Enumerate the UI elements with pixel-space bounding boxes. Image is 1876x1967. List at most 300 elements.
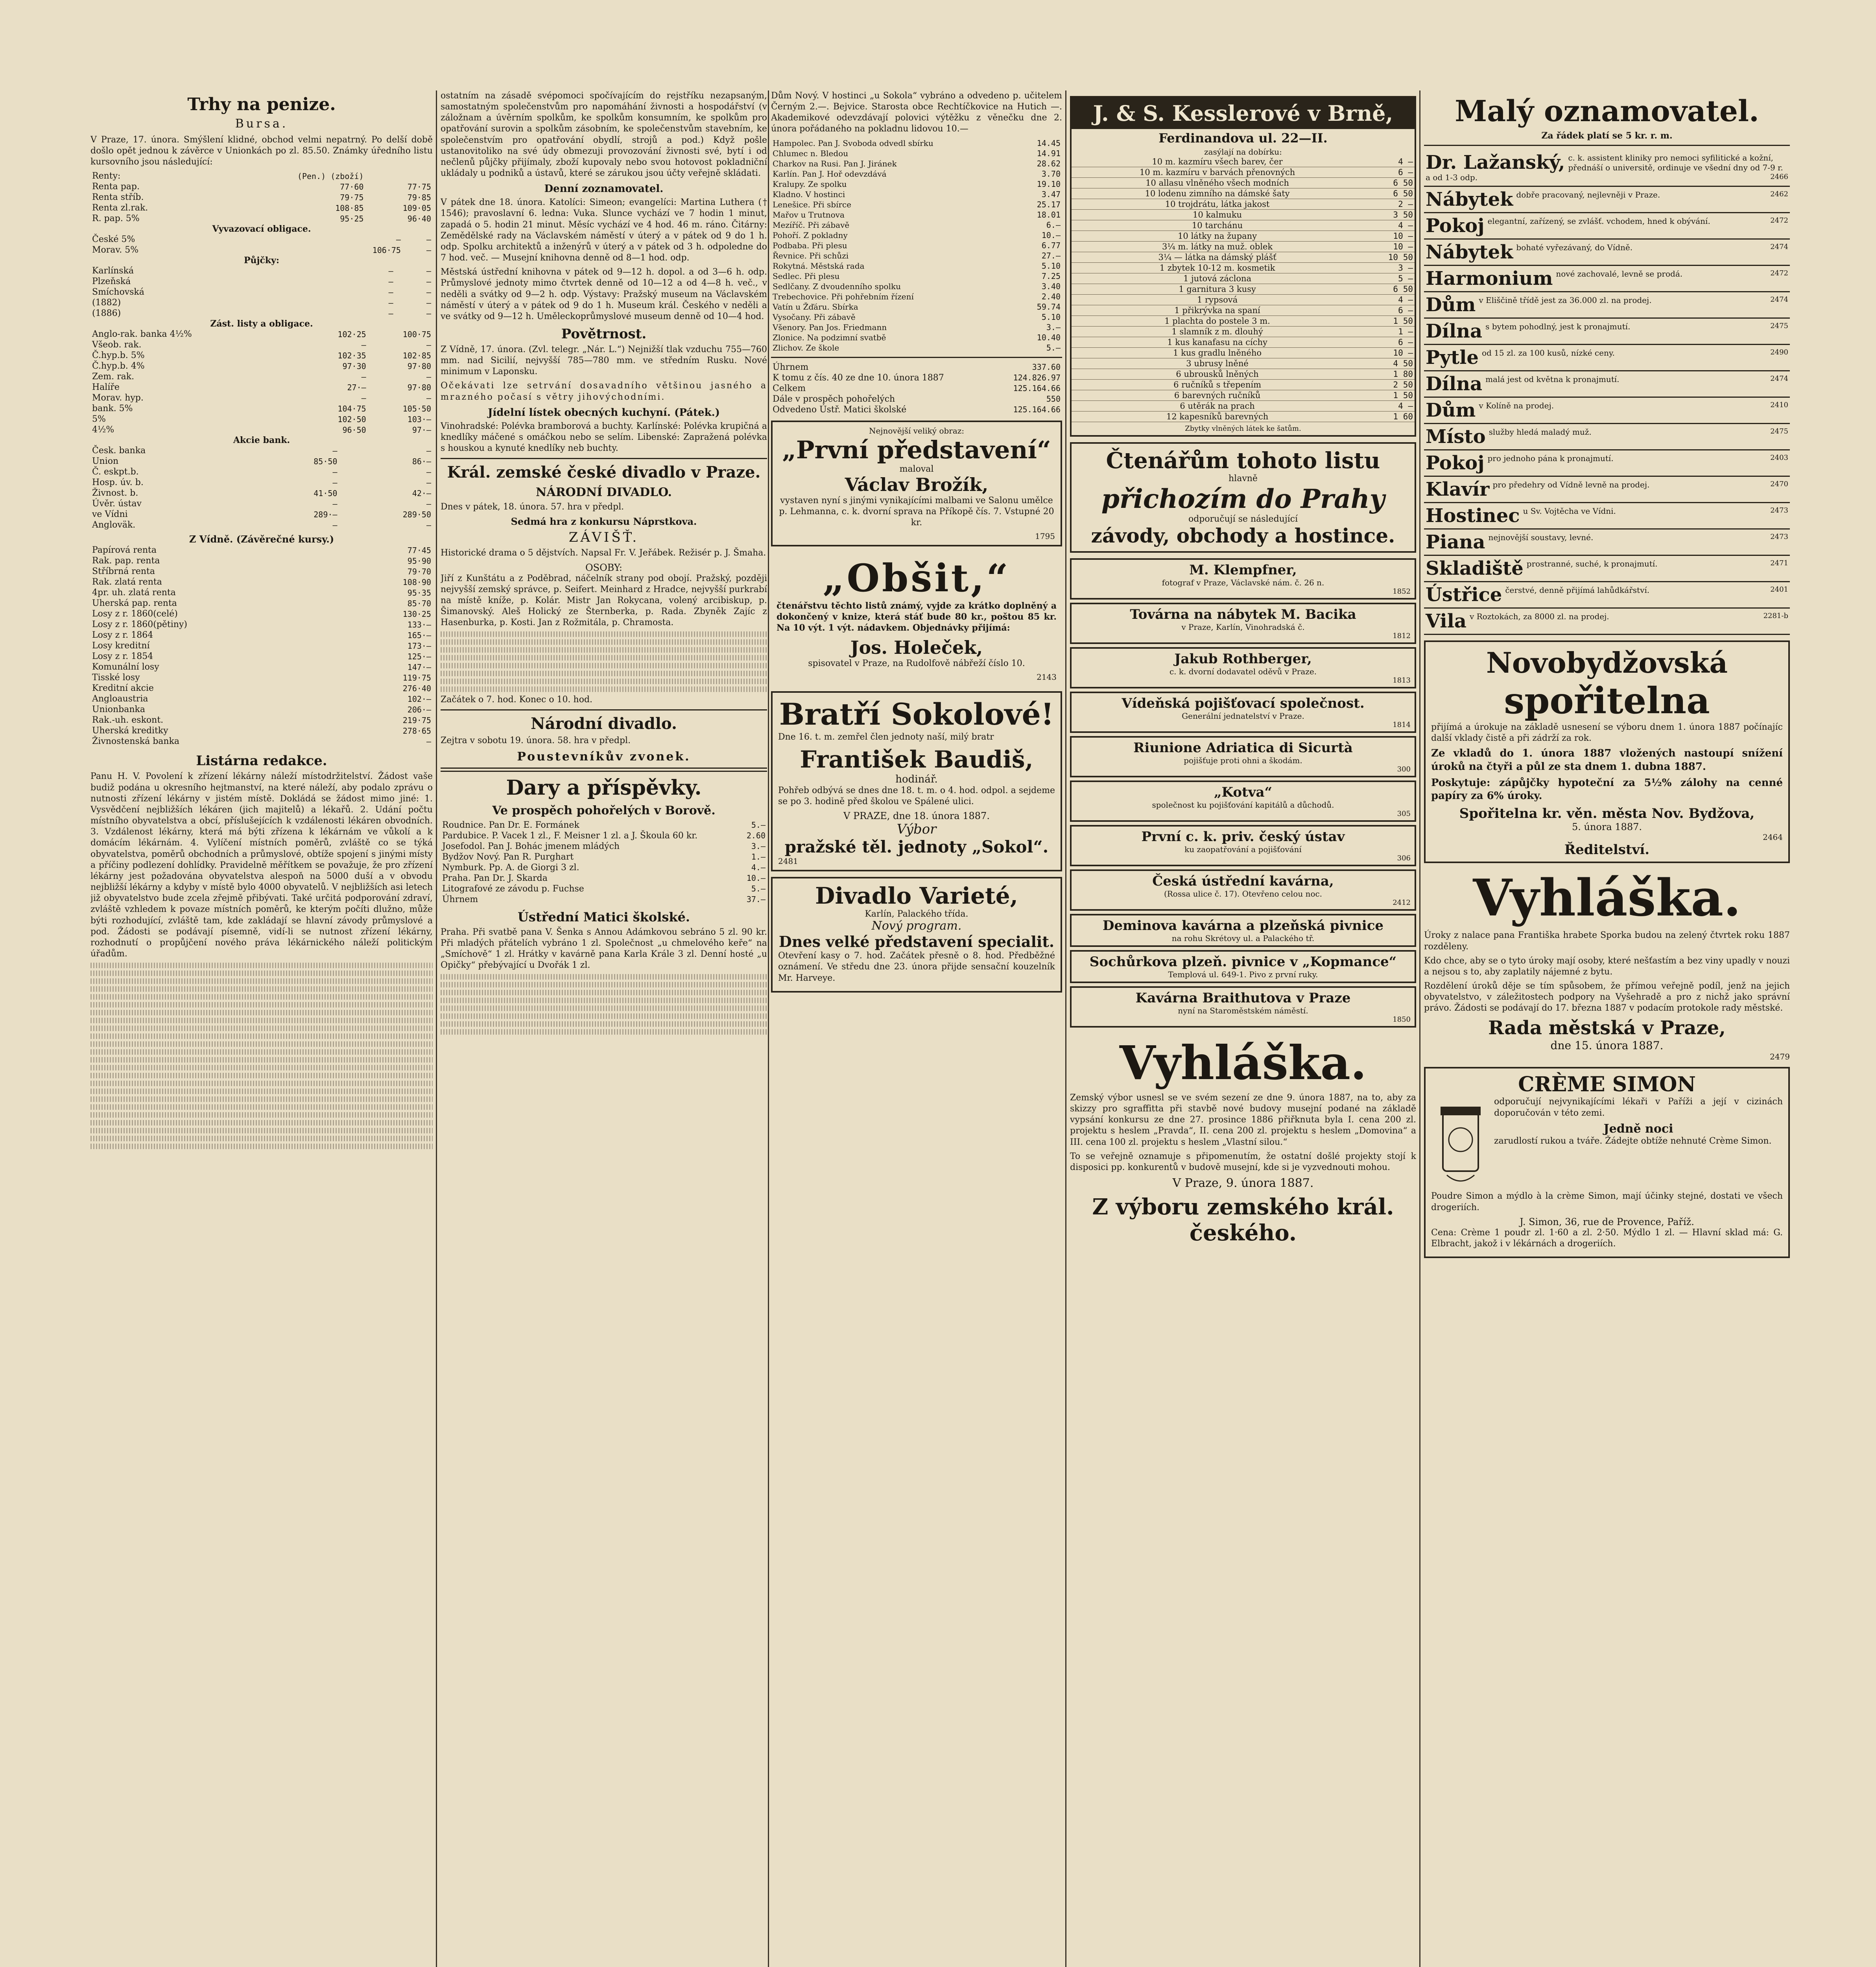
- classified-keyword: Nábytek: [1426, 188, 1513, 210]
- table-row: [90, 297, 433, 308]
- notice-text: Panu H. V. Povolení k zřízení lékárny náleží místodržitelství. Žádost vaše budiž podána u okresního hejtmanství, na které náleží, aby podalo zprávu o nutnosti zřízení lékárny v jistém místě. Dokládá se žádost mimo jiné: 1. Vysvědčení nejbližších lékáren (jich majitelů) a lékařů. 2. Udání počtu místního obyvatelstva a obcí, příslušejících k vzdálenosti lékáren obvodních. 3. Vzdálenost lékárny, která má býti zřízena k lékárnám ve vůkolí a k domácím lékárnám. 4. Vylíčení místních poměrů, zvláště co se týká obyvatelstva, poměrů obchodních a průmyslové, obtíže spojení s jinými místy a příčiny podlezení dohlídky. Pravidelně měřítkem se považuje, že pro zřízení lékárny jest požadována obyvatelstva alespoň na 5000 duší a v obvodu nejbližší lékárny a kdyby v místě bylo 4000 obyvatelů. V nejbližších asi letech již obyvatelstvo bude zcela zřejmě přibývati. Také určitá podporování zdraví, zvláště vzhledem k povaze místních poměrů, ke kterým počíti dlužno, může býti rozhodující, zvláště tam, kde zakládají se hlavní závody průmyslové a pod. Žádosti se podávají písemně, vidí-li se nutnost zřízení lékárny, rozhodnutí o propůjčení nového práva lékárnického náleží politickým úřadům.: [90, 771, 433, 959]
- table-cell: Vysočany. Při zábavě: [773, 312, 856, 322]
- classified-keyword: Klavír: [1426, 478, 1490, 500]
- table-row: [771, 159, 1062, 169]
- table-row: [90, 683, 433, 694]
- table-cell: 10 m. kazmíru všech barev, čer: [1072, 157, 1363, 167]
- table-row: [771, 271, 1062, 281]
- table-cell: Č.hyp.b. 4%: [92, 361, 145, 371]
- business-desc: nyní na Staroměstském náměstí.: [1178, 1006, 1308, 1015]
- table-row: [90, 287, 433, 297]
- classified-ad: [1424, 424, 1790, 450]
- table-row: [1072, 242, 1415, 252]
- table-row: [90, 715, 433, 725]
- table-row: [90, 545, 433, 555]
- table-row: [90, 350, 433, 361]
- zast-head: Zást. listy a obligace.: [210, 319, 313, 329]
- classified-text: elegantní, zařízený, se zvlášť. vchodem, hned k obývání.: [1487, 216, 1710, 226]
- table-cell: 289·50: [402, 509, 431, 519]
- ad-variete-text: Otevření kasy o 7. hod. Začátek přesně o 8. hod. Předběžné oznámení. Ve středu dne 23. února přijde sensační kouzelník Mr. Harveye.: [778, 951, 1055, 983]
- classified-ad: [1424, 371, 1790, 398]
- table-cell: Živnost. b.: [92, 488, 138, 498]
- table-cell: Losy z r. 1860(celé): [92, 609, 178, 619]
- table-row: [90, 276, 433, 287]
- classified-text: služby hledá maladý muž.: [1489, 427, 1592, 437]
- jar-illustration-icon: [1431, 1096, 1490, 1191]
- table-row: [771, 383, 1062, 394]
- table-cell: 3 —: [1363, 263, 1415, 273]
- table-row: [90, 609, 433, 619]
- table-cell: Losy z r. 1864: [92, 630, 153, 640]
- table-row: [771, 210, 1062, 220]
- table-cell: 104·75: [338, 404, 366, 413]
- table-row: [771, 322, 1062, 332]
- table-cell: —: [361, 340, 366, 350]
- table-cell: —: [426, 287, 431, 297]
- table-cell: 27.—: [1041, 251, 1061, 260]
- classified-keyword: Skladiště: [1426, 557, 1524, 579]
- table-cell: 206·—: [407, 705, 431, 714]
- classified-ad: [1424, 319, 1790, 345]
- table-row: [771, 148, 1062, 159]
- table-row: [90, 340, 433, 350]
- table-row: [90, 308, 433, 319]
- table-cell: 102·50: [338, 414, 366, 424]
- classified-ad: [1424, 398, 1790, 424]
- business-desc: fotograf v Praze, Václavské nám. č. 26 n.: [1162, 578, 1324, 587]
- table-cell: 95·25: [340, 214, 364, 223]
- classified-text: pro předehry od Vídně levně na prodej.: [1492, 480, 1650, 489]
- classified-text: v Roztokách, za 8000 zl. na prodej.: [1469, 612, 1609, 621]
- classified-no: 2281-b: [1763, 612, 1788, 620]
- table-cell: Mezíříč. Při zábavě: [773, 220, 850, 230]
- business-name: Česká ústřední kavárna,: [1152, 873, 1334, 889]
- business-desc: Templová ul. 649-1. Pivo z první ruky.: [1168, 970, 1318, 979]
- table-row: [90, 736, 433, 747]
- table-cell: 10 lodenu zimního na dámské šaty: [1072, 188, 1363, 199]
- loans-head: Půjčky:: [243, 255, 280, 266]
- table-cell: Úhrnem: [773, 362, 809, 372]
- vyh-text-3: Rozdělení úroků děje se tím spůsobem, že přímou veřejně podíl, jenž na jejich obyvatelstvo, v záležitostech podpory na Vyšehradě a pro z nichž jako správní právo. Žádosti se podávají do 17. března 1887 v podacím protokole rady městské.: [1424, 981, 1790, 1013]
- table-cell: Angloaustria: [92, 694, 148, 704]
- business-no: 305: [1397, 810, 1411, 818]
- table-cell: Halíře: [92, 382, 120, 393]
- theatre-sub: NÁRODNÍ DIVADLO.: [536, 485, 672, 500]
- table-cell: 4 —: [1363, 157, 1415, 167]
- business-desc: (Rossa ulice č. 17). Otevřeno celou noc.: [1164, 889, 1323, 899]
- table-cell: —: [396, 234, 401, 244]
- table-cell: 97·80: [407, 361, 431, 371]
- ad-baudis-trade: hodinář.: [895, 773, 938, 785]
- table-cell: 6 —: [1363, 305, 1415, 316]
- table-row: [1072, 411, 1415, 422]
- classified-keyword: Vila: [1426, 610, 1466, 632]
- table-row: [90, 424, 433, 435]
- classified-ad: [1424, 266, 1790, 292]
- classified-ad: [1424, 582, 1790, 609]
- table-row: [771, 251, 1062, 261]
- business-desc: společnost ku pojišťování kapitálů a důchodů.: [1152, 800, 1334, 810]
- classified-text: nové zachovalé, levně se prodá.: [1556, 269, 1683, 279]
- table-cell: 97·80: [407, 382, 431, 392]
- akcie-head: Akcie bank.: [233, 435, 290, 446]
- classified-no: 2472: [1770, 269, 1788, 277]
- table-row: [441, 884, 767, 894]
- notice-head: Listárna redakce.: [196, 753, 327, 769]
- ad-kessler-title: J. & S. Kesslerové v Brně,: [1072, 98, 1415, 129]
- ad-painting-author: Václav Brožík,: [845, 474, 989, 495]
- table-row: [1072, 220, 1415, 231]
- table-row: [1072, 273, 1415, 284]
- table-cell: 1 plachta do postele 3 m.: [1072, 316, 1363, 327]
- collections-table: [771, 138, 1062, 353]
- table-row: [90, 245, 433, 255]
- table-cell: 6 utěrák na prach: [1072, 401, 1363, 411]
- business-listing: [1070, 986, 1416, 1028]
- weather-text: Z Vídně, 17. února. (Zvl. telegr. „Nár. L.“) Nejnižší tlak vzduchu 755—760 mm. nad Sicilií, nejvyšší 785—780 mm. ve středním Rusku. Nové minimum v Laponsku.: [441, 344, 767, 377]
- table-cell: 1 50: [1363, 390, 1415, 401]
- theatre-event: Sedmá hra z konkursu Náprstkova.: [511, 516, 697, 528]
- weather-forecast: Očekávati lze setrvání dosavadního většinou jasného a mrazného počasí s větry jihovýchodními.: [441, 381, 767, 402]
- table-row: [1072, 358, 1415, 369]
- business-name: Továrna na nábytek M. Bacika: [1130, 607, 1356, 622]
- classified-text: dobře pracovaný, nejlevněji v Praze.: [1516, 190, 1660, 199]
- classified-no: 2410: [1770, 401, 1788, 409]
- ad-vybor-no: 2481: [778, 856, 798, 866]
- table-cell: Pohoří. Z pokladny: [773, 230, 848, 240]
- classified-text: u Sv. Vojtěcha ve Vídni.: [1523, 506, 1616, 516]
- table-row: [90, 651, 433, 662]
- table-row: [1072, 305, 1415, 316]
- ad-creme-simon: [1424, 1067, 1790, 1258]
- table-row: [1072, 401, 1415, 411]
- table-cell: 4 —: [1363, 401, 1415, 411]
- table-cell: Celkem: [773, 383, 806, 393]
- table-cell: 1 —: [1363, 327, 1415, 337]
- table-cell: Nymburk. Pp. A. de Giorgi 3 zl.: [442, 862, 579, 873]
- table-cell: 25.17: [1037, 199, 1061, 209]
- creme-text-2: zarudlostí rukou a tváře. Žádejte obtíže nehnuté Crème Simon.: [1494, 1136, 1772, 1146]
- small-ads-sub: Za řádek platí se 5 kr. r. m.: [1541, 131, 1673, 141]
- table-cell: Rak.-uh. eskont.: [92, 715, 164, 725]
- ad-readers-line: odporučují se následující: [1188, 514, 1298, 524]
- column-news: [441, 90, 767, 1967]
- table-cell: 3.70: [1041, 169, 1061, 179]
- business-name: Kavárna Braithutova v Praze: [1135, 990, 1351, 1006]
- table-cell: 10 —: [1363, 242, 1415, 252]
- table-cell: Úhrnem: [442, 894, 478, 904]
- vyh-sign: Rada městská v Praze,: [1488, 1017, 1726, 1039]
- table-cell: 12 kapesníků barevných: [1072, 411, 1363, 422]
- business-listing: [1070, 558, 1416, 600]
- business-name: Riunione Adriatica di Sicurtà: [1133, 740, 1353, 756]
- oblig-table: [90, 234, 433, 255]
- table-cell: 4pr. uh. zlatá renta: [92, 588, 176, 598]
- table-row: [441, 830, 767, 841]
- table-cell: 42·—: [412, 488, 431, 498]
- table-header: Renty:: [92, 171, 121, 181]
- business-no: 306: [1397, 854, 1411, 862]
- table-cell: 5.10: [1041, 312, 1061, 322]
- vyh-no: 2479: [1770, 1052, 1790, 1062]
- table-cell: —: [426, 245, 431, 255]
- table-cell: 6 —: [1363, 167, 1415, 178]
- table-row: [1072, 337, 1415, 348]
- menu-text: Vinohradské: Polévka bramborová a buchty. Karlínské: Polévka krupičná a knedlíky máčené s omáčkou nebo se selím. Libenské: Zapražená polévka s houskou a kynuté knedlíky neb buchty.: [441, 421, 767, 454]
- table-cell: 3¼ m. látky na muž. oblek: [1072, 242, 1363, 252]
- table-cell: 1 80: [1363, 369, 1415, 380]
- classified-no: 2473: [1770, 506, 1788, 515]
- table-cell: 6 barevných ručníků: [1072, 390, 1363, 401]
- classified-no: 2462: [1770, 190, 1788, 198]
- table-row: [771, 199, 1062, 210]
- classified-keyword: Pokoj: [1426, 215, 1485, 237]
- theatre-head: Král. zemské české divadlo v Praze.: [447, 463, 761, 482]
- ad-readers-title: Čtenářům tohoto listu: [1106, 448, 1380, 474]
- table-row: [771, 312, 1062, 322]
- table-cell: 108·85: [335, 203, 364, 213]
- vyhlaska-sign: V Praze, 9. února 1887.: [1172, 1176, 1314, 1190]
- table-cell: 147·—: [407, 662, 431, 672]
- table-cell: —: [332, 520, 338, 530]
- classified-no: 2403: [1770, 454, 1788, 462]
- ad-kessler-foot: Zbytky vlněných látek ke šatům.: [1185, 424, 1301, 433]
- classified-ad: [1424, 530, 1790, 556]
- vyhlaska-foot: Z výboru zemského král. českého.: [1092, 1194, 1394, 1246]
- classified-ad: [1424, 292, 1790, 319]
- table-cell: 10 —: [1363, 231, 1415, 242]
- business-desc: Generální jednatelství v Praze.: [1182, 711, 1304, 721]
- table-row: [90, 234, 433, 245]
- table-row: [1072, 390, 1415, 401]
- table-cell: 5.—: [1046, 343, 1061, 352]
- table-cell: 6 50: [1363, 178, 1415, 188]
- table-cell: Hampolec. Pan J. Svoboda odvedl sbírku: [773, 138, 933, 148]
- table-row: [90, 371, 433, 382]
- table-row: [441, 852, 767, 862]
- classified-keyword: Ústřice: [1426, 584, 1502, 606]
- table-row: [90, 555, 433, 566]
- table-row: [90, 445, 433, 456]
- table-cell: 86·—: [412, 456, 431, 466]
- table-cell: 37.—: [746, 895, 766, 904]
- business-desc: na rohu Skrétovy ul. a Palackého tř.: [1171, 934, 1315, 943]
- table-cell: 10.—: [1041, 230, 1061, 240]
- table-cell: Smíchovská: [92, 287, 144, 297]
- table-cell: 5 —: [1363, 273, 1415, 284]
- table-row: [1072, 380, 1415, 390]
- creme-sign: J. Simon, 36, rue de Provence, Paříž.: [1520, 1216, 1694, 1227]
- table-cell: 3.—: [1046, 322, 1061, 332]
- table-cell: 7.25: [1041, 271, 1061, 281]
- table-cell: 2.40: [1041, 292, 1061, 301]
- business-no: 300: [1397, 765, 1411, 773]
- table-cell: 41·50: [314, 488, 338, 498]
- table-cell: 133·—: [407, 620, 431, 629]
- table-cell: 1 kus gradlu lněného: [1072, 348, 1363, 358]
- table-cell: (1882): [92, 298, 121, 308]
- table-row: [771, 261, 1062, 271]
- table-cell: 276·40: [402, 683, 431, 693]
- ad-vybor-head: Výbor: [896, 821, 937, 838]
- table-row: [771, 179, 1062, 189]
- table-cell: Č. eskpt.b.: [92, 467, 139, 477]
- ad-variete-sub: Karlín, Palackého třída.: [865, 909, 968, 919]
- classified-ad: [1424, 150, 1790, 187]
- spor-no: 2464: [1763, 832, 1783, 842]
- rents-table: [90, 171, 433, 224]
- table-cell: 1 garnitura 3 kusy: [1072, 284, 1363, 295]
- table-cell: Vatín u Žďáru. Sbírka: [773, 302, 858, 312]
- table-cell: 10 trojdrátu, látka jakost: [1072, 199, 1363, 210]
- table-cell: —: [426, 234, 431, 244]
- table-cell: 1 60: [1363, 411, 1415, 422]
- table-row: [90, 266, 433, 276]
- business-listing: [1070, 825, 1416, 866]
- table-cell: 125·—: [407, 651, 431, 661]
- table-cell: 10 látky na župany: [1072, 231, 1363, 242]
- table-cell: České 5%: [92, 234, 135, 245]
- table-cell: 6 50: [1363, 284, 1415, 295]
- ad-readers-sub: hlavně: [1229, 474, 1258, 483]
- table-cell: Rokytná. Městská rada: [773, 261, 865, 271]
- classified-ad: [1424, 609, 1790, 635]
- spor-sign: Spořitelna kr. věn. města Nov. Bydžova,: [1459, 806, 1755, 822]
- table-cell: Charkov na Rusi. Pan J. Jiránek: [773, 159, 897, 168]
- table-row: [771, 302, 1062, 312]
- table-cell: 102·25: [338, 329, 366, 339]
- table-row: [90, 640, 433, 651]
- classified-ad: [1424, 450, 1790, 477]
- business-listing: [1070, 692, 1416, 733]
- business-name: Jakub Rothberger,: [1174, 651, 1312, 667]
- table-cell: 124.826.97: [1013, 373, 1061, 383]
- menu-head: Jídelní lístek obecných kuchyní. (Pátek.): [488, 406, 720, 419]
- table-cell: 165·—: [407, 630, 431, 640]
- table-cell: 10 tarchánu: [1072, 220, 1363, 231]
- table-row: [1072, 231, 1415, 242]
- table-cell: 125.164.66: [1013, 405, 1061, 415]
- table-cell: Všeob. rak.: [92, 340, 142, 350]
- table-cell: 10 m. kazmíru v barvách přenovných: [1072, 167, 1363, 178]
- table-cell: Zem. rak.: [92, 372, 135, 382]
- classified-text: čerstvé, denně přijímá lahůdkářství.: [1505, 585, 1650, 595]
- spor-date: 5. února 1887.: [1572, 821, 1642, 833]
- table-row: [771, 362, 1062, 373]
- table-cell: 102·35: [338, 351, 366, 360]
- business-no: 1812: [1393, 632, 1411, 640]
- table-row: [1072, 157, 1415, 167]
- table-row: [90, 203, 433, 213]
- table-cell: 337.60: [1032, 362, 1061, 372]
- table-row: [90, 725, 433, 736]
- table-row: [771, 373, 1062, 383]
- vienna-head: Z Vídně. (Závěrečné kursy.): [189, 533, 334, 545]
- table-cell: ve Vídni: [92, 509, 128, 520]
- table-cell: 550: [1046, 394, 1061, 404]
- table-cell: 79·70: [407, 566, 431, 576]
- table-cell: 219·75: [402, 715, 431, 725]
- business-listing: [1070, 781, 1416, 822]
- classified-text: s bytem pohodlný, jest k pronajmutí.: [1485, 322, 1631, 331]
- table-cell: Roudnice. Pan Dr. E. Formánek: [442, 820, 579, 830]
- theatre-date: Dnes v pátek, 18. února. 57. hra v předpl.: [441, 502, 624, 512]
- table-row: [90, 414, 433, 424]
- classified-keyword: Harmonium: [1426, 268, 1553, 290]
- table-row: [771, 230, 1062, 240]
- table-cell: 100·75: [402, 329, 431, 339]
- business-name: První c. k. priv. český ústav: [1141, 829, 1345, 845]
- table-row: [90, 403, 433, 414]
- matice-text: Praha. Při svatbě pana V. Šenka s Annou Adámkovou sebráno 5 zl. 90 kr. Při mladých přátelích vybráno 1 zl. Společnost „u chmelového keře“ na „Smíchově“ 1 zl. Hrátky v kavárně pana Karla Krále 3 zl. Denní hosté „u Opičky“ přebývající u Dvořák 1 zl.: [441, 927, 767, 971]
- table-cell: Kralupy. Ze spolku: [773, 179, 847, 189]
- table-row: [441, 820, 767, 830]
- table-row: [90, 488, 433, 498]
- vienna-table: [90, 545, 433, 747]
- vyh-text: Úroky z nalace pana Františka hrabete Sporka budou na zelený čtvrtek roku 1887 rozděleny.: [1424, 930, 1790, 952]
- table-cell: 4½%: [92, 425, 114, 435]
- table-cell: 1 jutová záclona: [1072, 273, 1363, 284]
- spor-text-2: Poskytuje: zápůjčky hypoteční za 5½% zálohy na cenné papíry za 6% úroky.: [1431, 777, 1783, 802]
- sum-table: [771, 362, 1062, 415]
- business-listing: [1070, 603, 1416, 644]
- table-cell: 18.01: [1037, 210, 1061, 220]
- classified-keyword: Dílna: [1426, 320, 1483, 342]
- table-row: [1072, 210, 1415, 220]
- theatre-cast-head: OSOBY:: [585, 562, 622, 573]
- table-cell: Karlínská: [92, 266, 134, 276]
- table-cell: Kreditní akcie: [92, 683, 154, 694]
- table-cell: 289·—: [314, 509, 338, 519]
- nd-head: Národní divadlo.: [531, 714, 677, 733]
- table-row: [1072, 327, 1415, 337]
- vyhlaska-text-2: To se veřejně oznamuje s připomenutím, že ostatní došlé projekty stojí k disposici pp. konkurentů v budově musejní, kde si je vyzvednouti mohou.: [1070, 1151, 1416, 1172]
- section-title-markets: Trhy na penize.: [187, 94, 336, 114]
- table-cell: Union: [92, 456, 119, 467]
- table-row: [90, 587, 433, 598]
- table-cell: Angloväk.: [92, 520, 136, 530]
- akcie-table: [90, 445, 433, 530]
- ad-variete: [771, 877, 1062, 992]
- section-subtitle-bourse: Bursa.: [235, 117, 288, 131]
- table-row: [771, 138, 1062, 148]
- ad-savings-bank: [1424, 640, 1790, 863]
- table-row: [771, 292, 1062, 302]
- classified-no: 2474: [1770, 375, 1788, 383]
- table-cell: 6.—: [1046, 220, 1061, 230]
- table-row: [90, 598, 433, 609]
- table-cell: —: [332, 478, 338, 487]
- vyhlaska-title: Vyhláška.: [1119, 1035, 1367, 1090]
- classified-ad: [1424, 556, 1790, 582]
- table-cell: 1.—: [751, 852, 766, 862]
- table-row: [90, 192, 433, 203]
- table-row: [441, 862, 767, 873]
- table-cell: Kladno. V hostinci: [773, 189, 845, 199]
- classified-text: nejnovější soustavy, levné.: [1488, 533, 1594, 542]
- table-row: [771, 394, 1062, 404]
- table-row: [1072, 188, 1415, 199]
- classified-no: 2475: [1770, 322, 1788, 330]
- table-cell: 5.—: [751, 884, 766, 894]
- table-cell: 119·75: [402, 673, 431, 683]
- table-cell: —: [388, 308, 393, 318]
- classified-keyword: Pytle: [1426, 347, 1479, 369]
- table-row: [1072, 263, 1415, 273]
- classified-keyword: Dr. Lažanský,: [1426, 151, 1565, 173]
- table-cell: 10 kalmuku: [1072, 210, 1363, 220]
- classified-ad: [1424, 187, 1790, 213]
